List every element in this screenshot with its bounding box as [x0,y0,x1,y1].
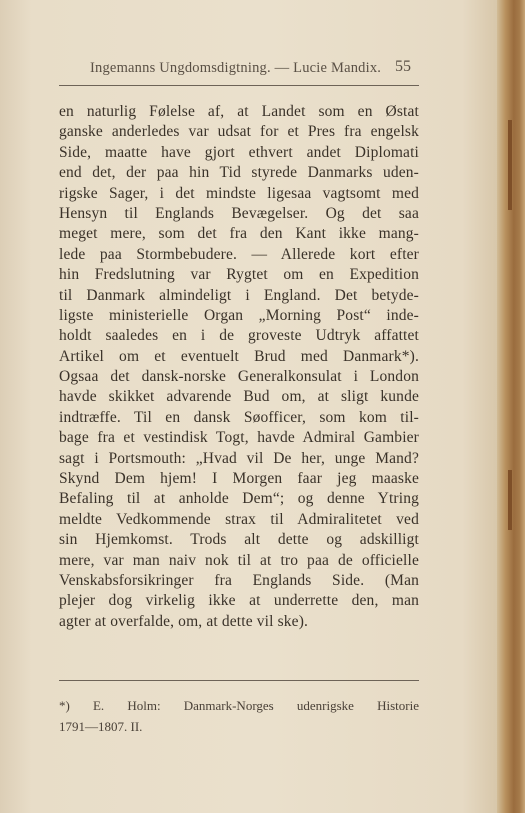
text-line: Skynd Dem hjem! I Morgen faar jeg maaske [59,470,419,488]
text-line: mere, var man naiv nok til at tro paa de officielle [59,551,419,569]
header-rule [59,85,419,86]
text-line: Ogsaa det dansk-norske Generalkonsulat i London [59,368,419,386]
text-line: Venskabsforsikringer fra Englands Side. (Man [59,571,419,589]
footnote-line: 1791—1807. II. [59,719,143,734]
footnote-line: *) E. Holm: Danmark-Norges udenrigske Historie [59,698,419,713]
page-number: 55 [395,58,411,75]
text-line: holdt saaledes en i de groveste Udtryk affattet [59,327,419,345]
text-line: rigske Sager, i det mindste ligesaa vagtsomt med [59,184,419,202]
text-line: sagt i Portsmouth: „Hvad vil De her, unge Mand? [59,449,419,467]
text-line: end det, der paa hin Tid styrede Danmarks uden- [59,164,419,182]
text-line: Hensyn til Englands Bevægelser. Og det saa [59,204,419,222]
text-line: havde skikket advarende Bud om, at sligt kunde [59,388,419,406]
running-head [90,58,490,80]
text-line: ligste ministerielle Organ „Morning Post“ inde- [59,306,419,324]
text-line: til Danmark almindeligt i England. Det betyde- [59,286,419,304]
text-line: bage fra et vestindisk Togt, havde Admiral Gambier [59,429,419,447]
footnote [59,695,419,737]
text-line: hin Fredslutning var Rygtet om en Expedition [59,266,419,284]
text-line: agter at overfalde, om, at dette vil ske). [59,612,309,630]
text-line: meldte Vedkommende strax til Admiralitetet ved [59,510,419,528]
binding-wear [508,120,512,210]
text-line: meget mere, som det fra den Kant ikke mang- [59,225,419,243]
text-line: indtræffe. Til en dansk Søofficer, som kom til- [59,408,419,426]
text-line: sin Hjemkomst. Trods alt dette og adskilligt [59,531,419,549]
running-head-title: Ingemanns Ungdomsdigtning. — Lucie Mandix. [90,60,382,76]
binding-wear [508,470,512,530]
text-line: plejer dog virkelig ikke at underrette den, man [59,592,419,610]
body-text [59,102,419,632]
text-line: Side, maatte have gjort ethvert andet Diplomati [59,143,419,161]
text-line: en naturlig Følelse af, at Landet som en Østat [59,103,419,120]
text-line: Befaling til at anholde Dem“; og denne Ytring [59,490,419,508]
text-line: Artikel om et eventuelt Brud med Danmark*). [59,347,419,365]
text-line: ganske anderledes var udsat for et Pres fra engelsk [59,123,419,141]
footnote-rule [59,680,419,681]
text-line: lede paa Stormbebudere. — Allerede kort efter [59,245,419,263]
